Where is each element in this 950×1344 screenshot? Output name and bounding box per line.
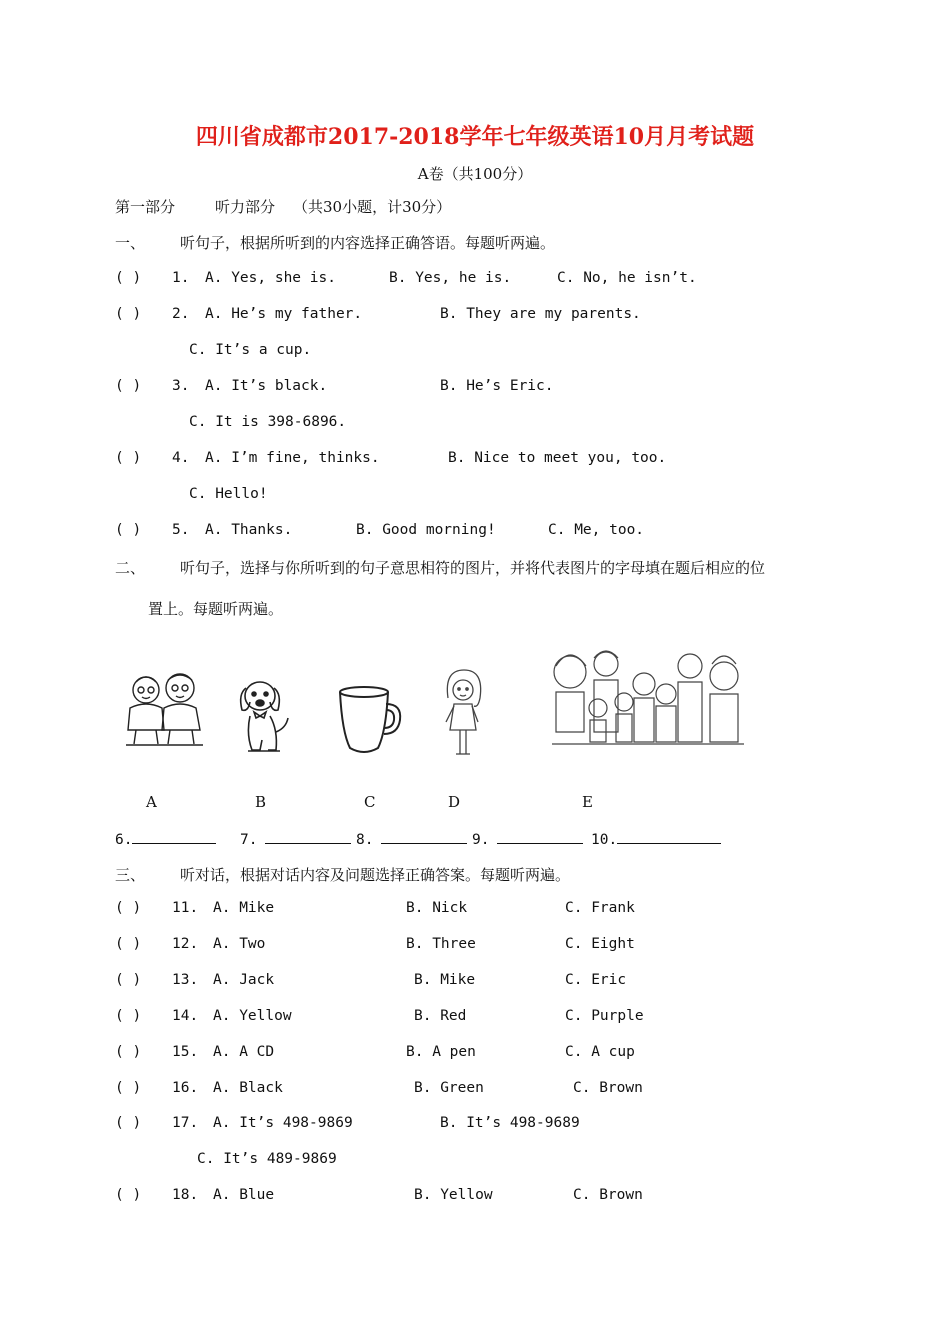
- question-number: 1.: [172, 270, 190, 286]
- blank-number: 6.: [115, 832, 133, 848]
- blank-number: 7.: [240, 832, 258, 848]
- section3-instruction: 听对话，根据对话内容及问题选择正确答案。每题听两遍。: [180, 866, 571, 884]
- answer-line[interactable]: [617, 829, 721, 844]
- question-number: 11.: [172, 900, 199, 916]
- option-b: B. A pen: [406, 1044, 476, 1060]
- answer-paren[interactable]: ( ): [115, 450, 142, 466]
- picture-label-e: E: [582, 793, 593, 811]
- option-b: B. Good morning!: [356, 522, 496, 538]
- option-a: A. Black: [213, 1080, 283, 1096]
- option-a: A. Yes, she is.: [205, 270, 336, 286]
- answer-paren[interactable]: ( ): [115, 1080, 142, 1096]
- option-b: B. Nick: [406, 900, 468, 916]
- option-c: C. Hello!: [189, 486, 268, 502]
- option-b: B. Nice to meet you, too.: [448, 450, 667, 466]
- section3-number: 三、: [115, 866, 146, 884]
- page-subtitle: A卷（共100分）: [417, 165, 533, 183]
- option-b: B. They are my parents.: [440, 306, 641, 322]
- option-a: A. Mike: [213, 900, 275, 916]
- option-a: A. Blue: [213, 1187, 275, 1203]
- question-number: 3.: [172, 378, 190, 394]
- option-a: A. It’s 498-9869: [213, 1115, 353, 1131]
- question-number: 15.: [172, 1044, 199, 1060]
- option-b: B. He’s Eric.: [440, 378, 554, 394]
- option-b: B. It’s 498-9689: [440, 1115, 580, 1131]
- picture-label-b: B: [255, 793, 267, 811]
- answer-paren[interactable]: ( ): [115, 306, 142, 322]
- answer-paren[interactable]: ( ): [115, 522, 142, 538]
- option-b: B. Three: [406, 936, 476, 952]
- part1-note: （共30小题，计30分）: [293, 198, 452, 216]
- section1-number: 一、: [115, 234, 146, 252]
- option-c: C. No, he isn’t.: [557, 270, 697, 286]
- option-a: A. Two: [213, 936, 266, 952]
- blank-7[interactable]: [240, 829, 351, 848]
- dog-icon: [236, 676, 292, 756]
- option-b: B. Yellow: [414, 1187, 493, 1203]
- question-number: 13.: [172, 972, 199, 988]
- option-c: C. Brown: [573, 1187, 643, 1203]
- blank-8[interactable]: [356, 829, 467, 848]
- option-c: C. It is 398-6896.: [189, 414, 347, 430]
- page-title: 四川省成都市2017-2018学年七年级英语10月月考试题: [195, 124, 755, 150]
- answer-paren[interactable]: ( ): [115, 1115, 142, 1131]
- option-b: B. Green: [414, 1080, 484, 1096]
- answer-line[interactable]: [265, 829, 351, 844]
- question-number: 4.: [172, 450, 190, 466]
- answer-paren[interactable]: ( ): [115, 378, 142, 394]
- blank-number: 9.: [472, 832, 490, 848]
- question-number: 14.: [172, 1008, 199, 1024]
- answer-paren[interactable]: ( ): [115, 270, 142, 286]
- option-c: C. Eight: [565, 936, 635, 952]
- option-a: A. Yellow: [213, 1008, 292, 1024]
- blank-number: 8.: [356, 832, 374, 848]
- section2-number: 二、: [115, 559, 146, 577]
- answer-paren[interactable]: ( ): [115, 900, 142, 916]
- cup-icon: [336, 684, 406, 756]
- option-a: A. Jack: [213, 972, 275, 988]
- picture-label-c: C: [364, 793, 376, 811]
- option-b: B. Mike: [414, 972, 476, 988]
- option-c: C. A cup: [565, 1044, 635, 1060]
- option-a: A. He’s my father.: [205, 306, 363, 322]
- answer-line[interactable]: [497, 829, 583, 844]
- part1-label: 第一部分: [115, 198, 176, 216]
- section2-instruction-line1: 听句子，选择与你所听到的句子意思相符的图片，并将代表图片的字母填在题后相应的位: [180, 559, 766, 577]
- family-icon: [548, 644, 748, 754]
- answer-line[interactable]: [381, 829, 467, 844]
- grandparents-icon: [118, 668, 208, 748]
- answer-paren[interactable]: ( ): [115, 1008, 142, 1024]
- part1-name: 听力部分: [215, 198, 276, 216]
- option-a: A. I’m fine, thinks.: [205, 450, 380, 466]
- blank-number: 10.: [591, 832, 618, 848]
- answer-line[interactable]: [132, 829, 216, 844]
- option-c: C. Eric: [565, 972, 627, 988]
- question-number: 2.: [172, 306, 190, 322]
- answer-paren[interactable]: ( ): [115, 1187, 142, 1203]
- question-number: 5.: [172, 522, 190, 538]
- option-b: B. Red: [414, 1008, 467, 1024]
- blank-10[interactable]: [591, 829, 721, 848]
- picture-label-a: A: [146, 793, 157, 811]
- option-a: A. A CD: [213, 1044, 275, 1060]
- option-c: C. Purple: [565, 1008, 644, 1024]
- answer-paren[interactable]: ( ): [115, 936, 142, 952]
- option-c: C. Brown: [573, 1080, 643, 1096]
- section1-instruction: 听句子，根据所听到的内容选择正确答语。每题听两遍。: [180, 234, 556, 252]
- option-c: C. Frank: [565, 900, 635, 916]
- option-c: C. It’s a cup.: [189, 342, 312, 358]
- blank-6[interactable]: [115, 829, 216, 848]
- question-number: 16.: [172, 1080, 199, 1096]
- option-a: A. It’s black.: [205, 378, 328, 394]
- section2-instruction-line2: 置上。每题听两遍。: [148, 600, 284, 618]
- blank-9[interactable]: [472, 829, 583, 848]
- option-a: A. Thanks.: [205, 522, 293, 538]
- picture-label-d: D: [448, 793, 461, 811]
- option-b: B. Yes, he is.: [389, 270, 512, 286]
- girl-icon: [436, 668, 490, 760]
- answer-paren[interactable]: ( ): [115, 972, 142, 988]
- option-c: C. Me, too.: [548, 522, 645, 538]
- option-c: C. It’s 489-9869: [197, 1151, 337, 1167]
- answer-paren[interactable]: ( ): [115, 1044, 142, 1060]
- question-number: 18.: [172, 1187, 199, 1203]
- question-number: 12.: [172, 936, 199, 952]
- question-number: 17.: [172, 1115, 199, 1131]
